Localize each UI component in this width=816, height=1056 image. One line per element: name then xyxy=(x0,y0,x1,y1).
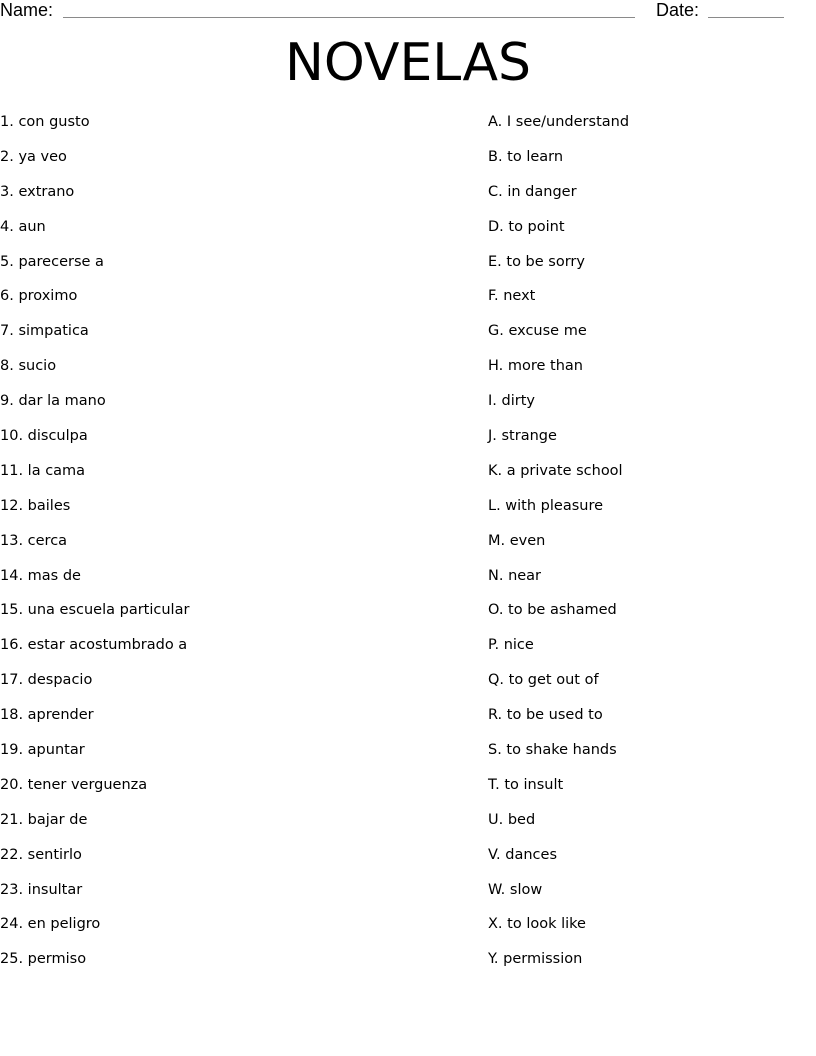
definition-item: P. nice xyxy=(488,637,534,654)
definition-item: J. strange xyxy=(488,428,557,445)
definition-item: K. a private school xyxy=(488,462,623,479)
definition-item: R. to be used to xyxy=(488,707,603,724)
definition-item: I. dirty xyxy=(488,393,535,410)
definition-item: U. bed xyxy=(488,811,536,828)
term-item: 19. apuntar xyxy=(0,742,85,759)
page-title: NOVELAS xyxy=(284,33,532,93)
definition-item: S. to shake hands xyxy=(488,742,617,759)
worksheet-header xyxy=(0,0,816,24)
definition-item: N. near xyxy=(488,567,542,584)
definition-item: A. I see/understand xyxy=(488,114,630,130)
term-item: 22. sentirlo xyxy=(0,846,82,863)
term-item: 13. cerca xyxy=(0,532,68,549)
term-item: 16. estar acostumbrado a xyxy=(0,637,188,654)
date-field[interactable] xyxy=(708,17,784,18)
term-item: 11. la cama xyxy=(0,462,86,479)
definition-item: C. in danger xyxy=(488,183,577,200)
definition-item: M. even xyxy=(488,532,546,549)
definition-item: B. to learn xyxy=(488,148,564,165)
term-item: 24. en peligro xyxy=(0,916,101,933)
term-item: 10. disculpa xyxy=(0,428,88,445)
term-item: 25. permiso xyxy=(0,951,87,968)
term-item: 5. parecerse a xyxy=(0,253,104,270)
term-item: 18. aprender xyxy=(0,707,94,724)
definition-item: Y. permission xyxy=(488,951,583,968)
term-item: 4. aun xyxy=(0,218,46,235)
term-item: 21. bajar de xyxy=(0,811,88,828)
definition-item: H. more than xyxy=(488,358,583,375)
definition-item: G. excuse me xyxy=(488,323,587,340)
date-label: Date: xyxy=(656,0,700,20)
term-item: 1. con gusto xyxy=(0,114,90,130)
term-item: 9. dar la mano xyxy=(0,393,106,410)
term-item: 20. tener verguenza xyxy=(0,776,148,793)
term-item: 7. simpatica xyxy=(0,323,89,340)
definition-item: Q. to get out of xyxy=(488,672,599,689)
definition-item: W. slow xyxy=(488,881,543,898)
definitions-list xyxy=(488,112,816,984)
definition-item: O. to be ashamed xyxy=(488,602,617,619)
definition-item: E. to be sorry xyxy=(488,253,585,270)
term-item: 23. insultar xyxy=(0,881,83,898)
term-item: 2. ya veo xyxy=(0,148,67,165)
term-item: 8. sucio xyxy=(0,358,57,375)
terms-list xyxy=(0,112,470,984)
term-item: 6. proximo xyxy=(0,288,78,305)
definition-item: X. to look like xyxy=(488,916,586,933)
term-item: 3. extrano xyxy=(0,183,75,200)
term-item: 15. una escuela particular xyxy=(0,602,190,619)
definition-item: F. next xyxy=(488,288,536,305)
term-item: 14. mas de xyxy=(0,567,81,584)
term-item: 17. despacio xyxy=(0,672,93,689)
name-label: Name: xyxy=(0,0,54,20)
definition-item: D. to point xyxy=(488,218,565,235)
definition-item: L. with pleasure xyxy=(488,497,604,514)
term-item: 12. bailes xyxy=(0,497,71,514)
definition-item: V. dances xyxy=(488,846,557,863)
definition-item: T. to insult xyxy=(488,776,564,793)
name-field[interactable] xyxy=(63,17,635,18)
